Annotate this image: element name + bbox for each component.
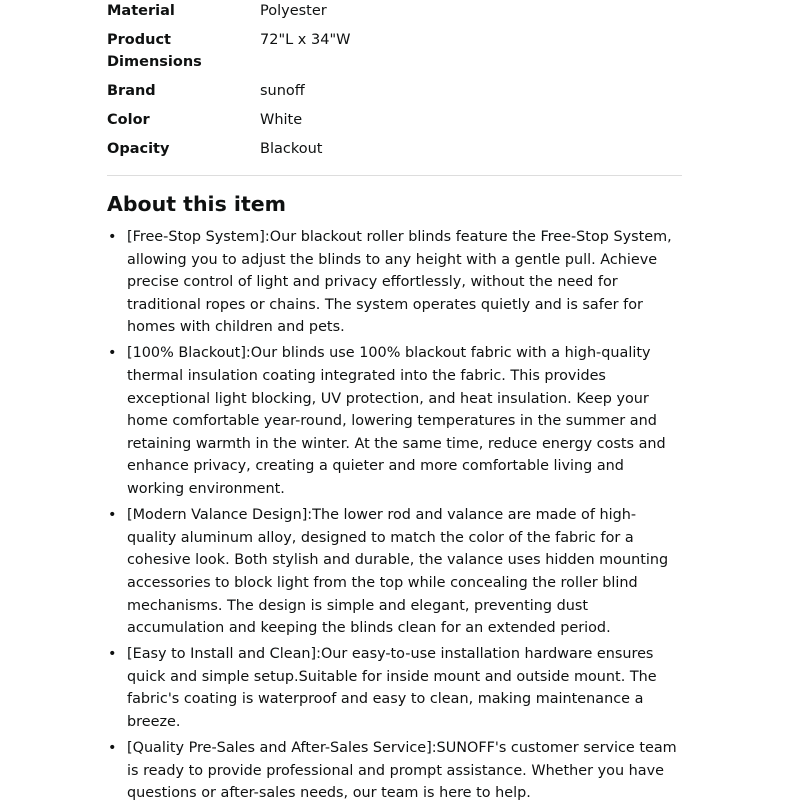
- bullet-text: [Free-Stop System]:Our blackout roller blinds feature the Free-Stop System, allowing you to adjust the blinds to any height with a gentle pull. Achieve precise control of light and privacy effortlessly, without the need for traditional ropes or chains. The system operates quietly and is safer for homes with children and pets.: [127, 229, 672, 336]
- spec-row-opacity: [107, 138, 685, 167]
- bullet-dot: •: [108, 229, 117, 245]
- about-bullet-list: [107, 226, 685, 805]
- spec-row-material: [107, 0, 685, 29]
- bullet-text: [Modern Valance Design]:The lower rod and valance are made of high-quality aluminum alloy, designed to match the color of the fabric for a cohesive look. Both stylish and durable, the valance uses hidden mounting accessories to block light from the top while concealing the roller blind mechanisms. The design is simple and elegant, preventing dust accumulation and keeping the blinds clean for an extended period.: [127, 507, 669, 637]
- spec-row-brand: [107, 80, 685, 109]
- bullet-dot: •: [108, 507, 117, 524]
- bullet-text: [100% Blackout]:Our blinds use 100% blackout fabric with a high-quality thermal insulation coating integrated into the fabric. This provides exceptional light blocking, UV protection, and heat insulation. Keep your home comfortable year-round, lowering temperatures in the summer and retaining warmth in the winter. At the same time, reduce energy costs and enhance privacy, creating a quieter and more comfortable living and working environment.: [127, 345, 666, 498]
- about-bullet: [108, 342, 685, 500]
- spec-value: sunoff: [260, 83, 305, 99]
- product-details: [107, 0, 685, 808]
- bullet-text: [Quality Pre-Sales and After-Sales Service]:SUNOFF's customer service team is ready to provide professional and prompt assistance. Whether you have questions or after-sales needs, our team is here to help.: [127, 740, 677, 802]
- spec-key: Color: [107, 112, 150, 128]
- specs-table: [107, 0, 685, 167]
- about-bullet: [108, 737, 685, 805]
- about-bullet: [108, 226, 685, 339]
- spec-key: Opacity: [107, 141, 170, 157]
- bullet-dot: •: [108, 740, 117, 757]
- about-heading: About this item: [107, 192, 287, 216]
- spec-value: Polyester: [260, 3, 327, 19]
- bullet-text: [Easy to Install and Clean]:Our easy-to-use installation hardware ensures quick and simple setup.Suitable for inside mount and outside mount. The fabric's coating is waterproof and easy to clean, making maintenance a breeze.: [127, 646, 657, 730]
- about-bullet: [108, 504, 685, 640]
- section-divider: [107, 175, 682, 176]
- spec-key: Product Dimensions: [107, 32, 202, 70]
- bullet-dot: •: [108, 345, 117, 362]
- bullet-dot: •: [108, 646, 117, 663]
- spec-value: Blackout: [260, 141, 323, 157]
- spec-row-dimensions: [107, 29, 685, 80]
- about-bullet: [108, 643, 685, 733]
- spec-key: Material: [107, 3, 175, 19]
- spec-row-color: [107, 109, 685, 138]
- spec-key: Brand: [107, 83, 156, 99]
- spec-value: 72"L x 34"W: [260, 32, 351, 48]
- spec-value: White: [260, 112, 303, 128]
